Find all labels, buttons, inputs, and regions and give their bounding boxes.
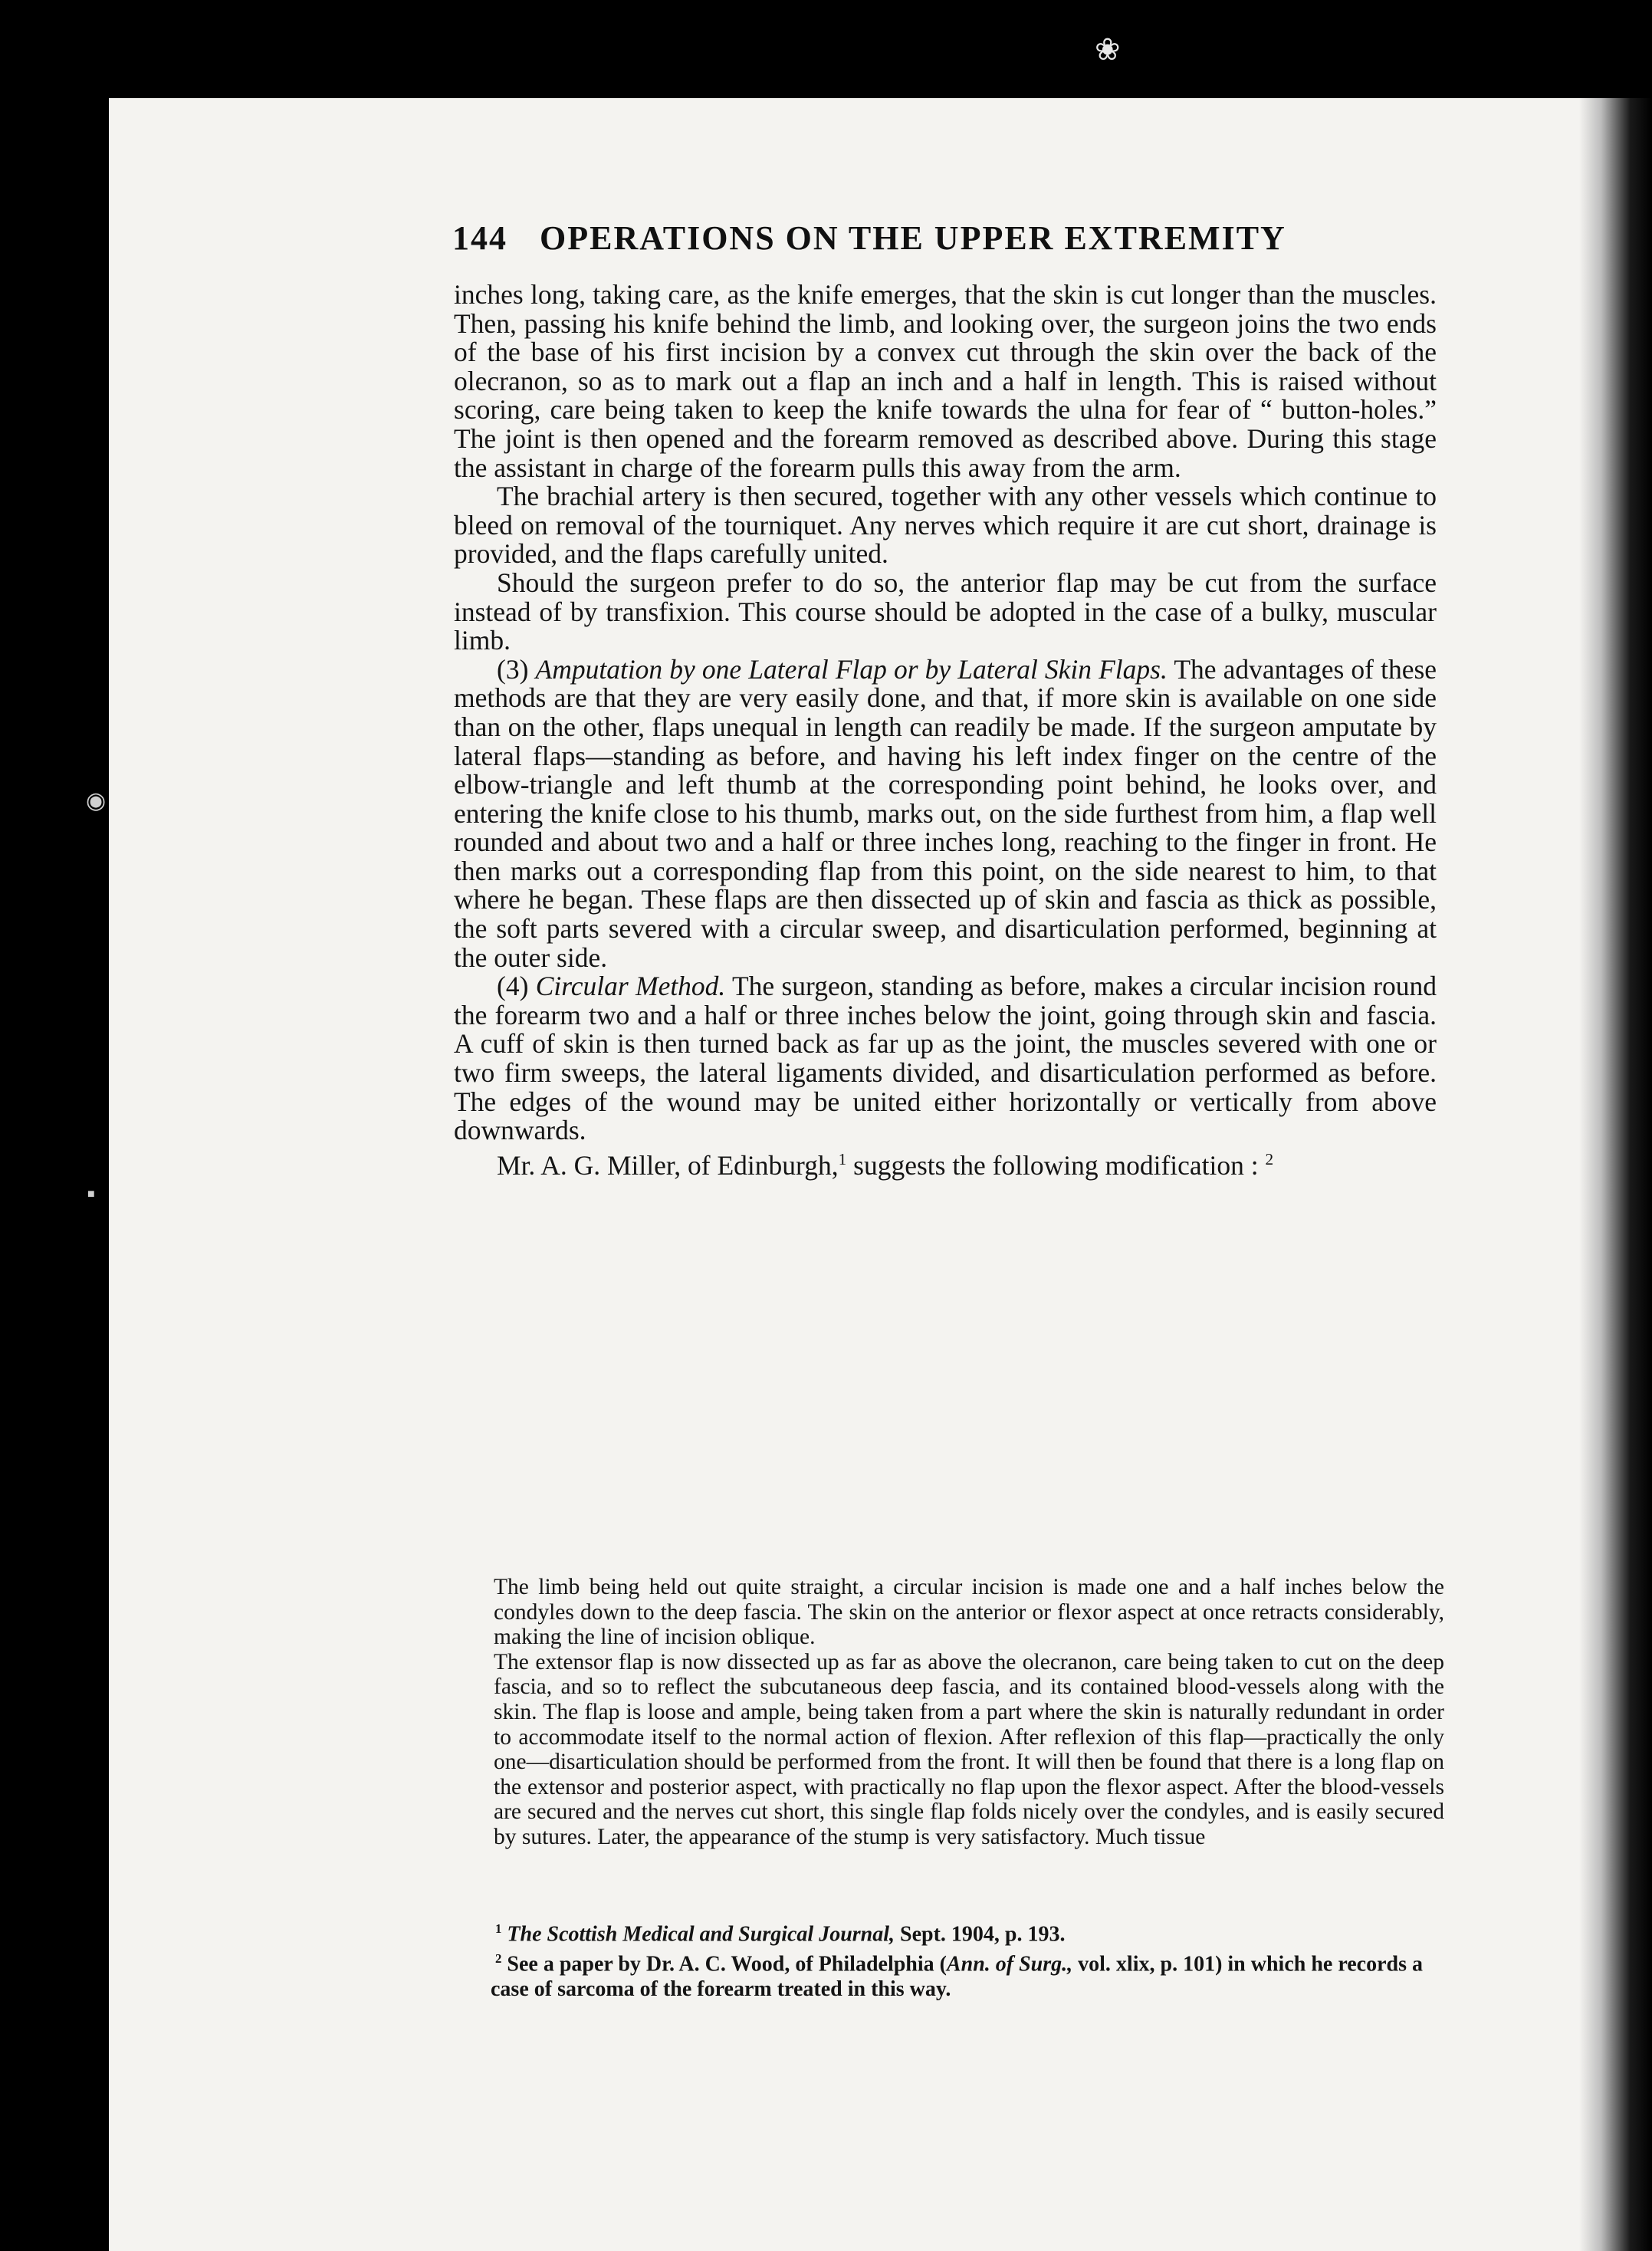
section-number: (3): [497, 653, 529, 685]
quotation-paragraph: The limb being held out quite straight, a circular incision is made one and a half inches below the condyles down to the deep fascia. The skin on the anterior or flexor aspect at once retracts considerably, making the line of incision oblique.: [494, 1575, 1444, 1650]
paragraph: inches long, taking care, as the knife emerges, that the skin is cut longer than the muscles. Then, passing his knife behind the limb, and looking over, the surgeon joins the two ends of the base of his first incision by a convex cut through the skin over the back of the olecranon, so as to mark out a flap an inch and a half in length. This is raised without scoring, care being taken to keep the knife towards the ulna for fear of “ button-holes.” The joint is then opened and the forearm removed as described above. During this stage the assistant in charge of the forearm pulls this away from the arm.: [454, 279, 1437, 483]
footnote-mark: 2: [495, 1951, 502, 1967]
section-text: The surgeon, standing as before, makes a circular incision round the forearm two and a half or three inches below the joint, going through skin and fascia. A cuff of skin is then turned back as far up as the joint, the muscles severed with one or two firm sweeps, the lateral ligaments divided, and disarticulation performed as before. The edges of the wound may be united either horizontally or vertically from above downwards.: [454, 971, 1437, 1146]
running-title: OPERATIONS ON THE UPPER EXTREMITY: [540, 219, 1286, 257]
section-number: (4): [497, 971, 529, 1002]
binding-mark-icon: ◉: [86, 788, 107, 813]
running-header: [452, 219, 1334, 258]
ornament-icon: ❀: [1095, 32, 1121, 67]
footnote-source: The Scottish Medical and Surgical Journal,: [507, 1922, 895, 1947]
tick-mark-icon: ■: [87, 1188, 95, 1201]
paragraph: The brachial artery is then secured, together with any other vessels which continue to bleed on removal of the tourniquet. Any nerves which require it are cut short, drainage is provided, and the flaps carefully united.: [454, 481, 1437, 570]
paragraph: [454, 972, 1437, 1145]
section-heading: Amputation by one Lateral Flap or by Lateral Skin Flaps.: [535, 653, 1168, 685]
footnote: $^2$ See a paper by Dr. A. C. Wood, of Philadelphia (Ann. of Surg., vol. xlix, p. 101) in which he records a case of sarcoma of the forearm treated in this way.: [491, 1951, 1423, 2001]
footnotes: [491, 1917, 1444, 2002]
footnote-mark: 1: [495, 1921, 502, 1936]
paragraph: Should the surgeon prefer to do so, the anterior flap may be cut from the surface instead of by transfixion. This course should be adopted in the case of a bulky, muscular limb.: [454, 567, 1437, 656]
quotation-paragraph: The extensor flap is now dissected up as far as above the olecranon, care being taken to cut on the deep fascia, and so to reflect the subcutaneous deep fascia, and its contained blood-vessels along with the skin. The flap is loose and ample, being taken from a part where the skin is naturally redundant in order to accommodate itself to the normal action of flexion. After reflexion of this flap—practically the only one—disarticulation should be performed from the front. It will then be found that there is a long flap on the extensor and posterior aspect, with practically no flap upon the flexor aspect. After the blood-vessels are secured and the nerves cut short, this single flap folds nicely over the condyles, and is easily secured by sutures. Later, the appearance of the stump is very satisfactory. Much tissue: [494, 1649, 1444, 1849]
paragraph: [454, 653, 1437, 973]
block-quotation: [494, 1575, 1444, 1850]
body-text: [454, 281, 1437, 1180]
section-heading: Circular Method.: [535, 971, 726, 1002]
page-number: 144: [452, 219, 507, 257]
section-text: The advantages of these methods are that they are very easily done, and that, if more skin is available on one side than on the other, flaps unequal in length can readily be made. If the surgeon amputate by lateral flaps—standing as before, and having his left index finger on the centre of the elbow-triangle and left thumb at the corresponding point behind, he looks over, and entering the knife close to his thumb, marks out, on the side furthest from him, a flap well rounded and about two and a half or three inches long, reaching to the finger in front. He then marks out a corresponding flap from this point, on the side nearest to him, to that where he began. These flaps are then dissected up of skin and fascia as thick as possible, the soft parts severed with a circular sweep, and disarticulation performed, beginning at the outer side.: [454, 653, 1437, 973]
footnote-ref: 1: [838, 1149, 847, 1168]
page-edge-shadow: [1579, 98, 1652, 2251]
footnote: $^1$ The Scottish Medical and Surgical Journal, Sept. 1904, p. 193.: [495, 1921, 1066, 1947]
footnote-ref: 2: [1265, 1149, 1274, 1168]
footnote-source: Ann. of Surg.,: [946, 1952, 1073, 1977]
paragraph: Mr. A. G. Miller, of Edinburgh,$^1$ suggests the following modification : $^2$: [497, 1149, 1274, 1181]
